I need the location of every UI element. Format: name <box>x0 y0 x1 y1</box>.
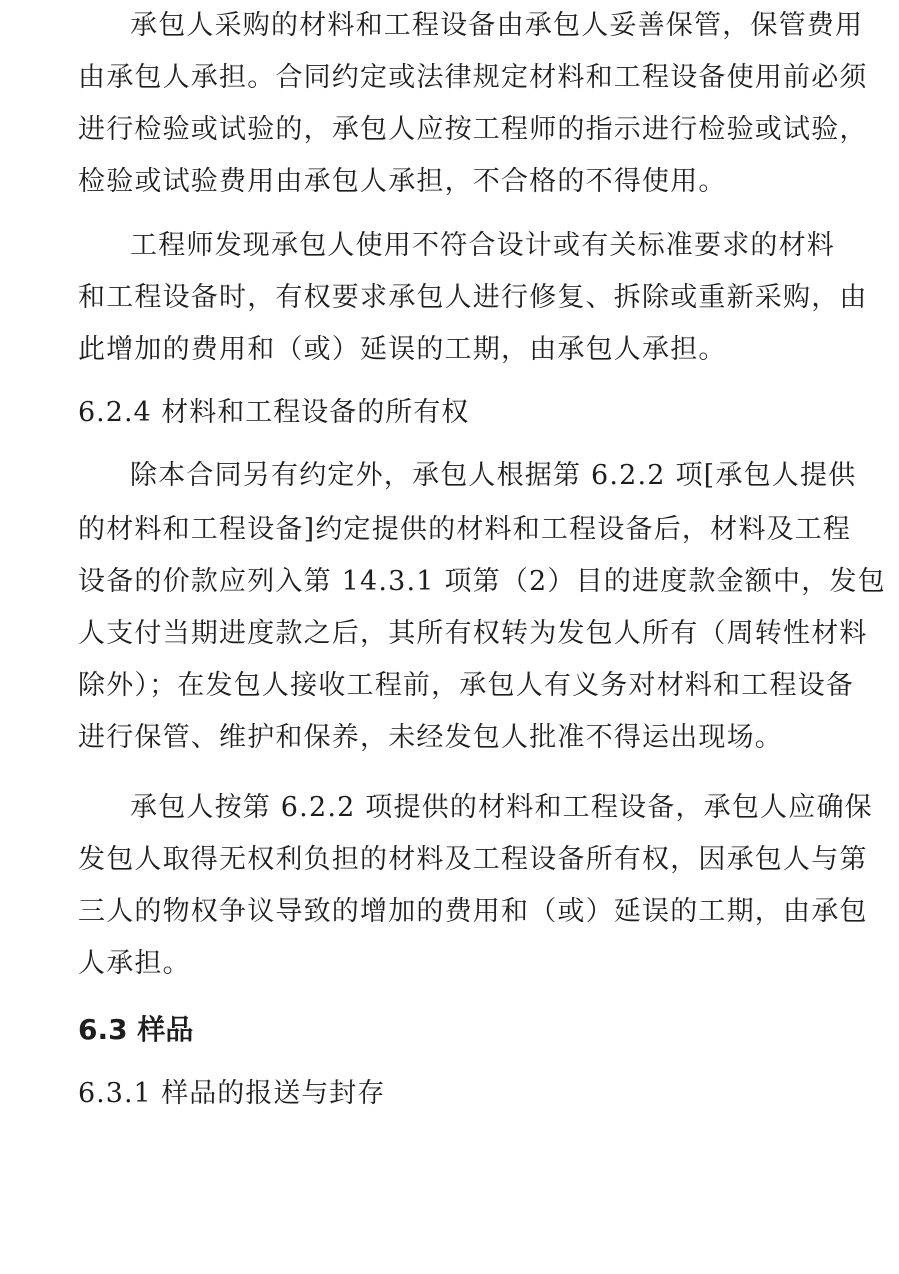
paragraph-3-line-3: 设备的价款应列入第 14.3.1 项第（2）目的进度款金额中，发包 <box>78 566 886 597</box>
paragraph-3-line-6: 进行保管、维护和保养，未经发包人批准不得运出现场。 <box>78 722 783 753</box>
paragraph-1-line-2: 由承包人承担。合同约定或法律规定材料和工程设备使用前必须 <box>78 62 868 93</box>
section-heading-6-2-4: 6.2.4 材料和工程设备的所有权 <box>78 397 470 428</box>
paragraph-3-line-4: 人支付当期进度款之后，其所有权转为发包人所有（周转性材料 <box>78 618 868 649</box>
section-heading-6-3: 6.3 样品 <box>78 1013 194 1046</box>
paragraph-1-line-4: 检验或试验费用由承包人承担，不合格的不得使用。 <box>78 166 727 197</box>
paragraph-3-line-5: 除外）；在发包人接收工程前，承包人有义务对材料和工程设备 <box>78 670 855 701</box>
paragraph-2-line-2: 和工程设备时，有权要求承包人进行修复、拆除或重新采购，由 <box>78 282 868 313</box>
paragraph-3-line-2: 的材料和工程设备]约定提供的材料和工程设备后，材料及工程 <box>78 514 852 545</box>
paragraph-2-line-1: 工程师发现承包人使用不符合设计或有关标准要求的材料 <box>130 230 835 261</box>
paragraph-4-line-2: 发包人取得无权利负担的材料及工程设备所有权，因承包人与第 <box>78 844 868 875</box>
section-heading-6-3-1: 6.3.1 样品的报送与封存 <box>78 1078 386 1109</box>
paragraph-4-line-4: 人承担。 <box>78 948 191 979</box>
paragraph-1-line-3: 进行检验或试验的，承包人应按工程师的指示进行检验或试验， <box>78 114 868 145</box>
paragraph-4-line-1: 承包人按第 6.2.2 项提供的材料和工程设备，承包人应确保 <box>130 792 873 823</box>
paragraph-2-line-3: 此增加的费用和（或）延误的工期，由承包人承担。 <box>78 334 727 365</box>
paragraph-1-line-1: 承包人采购的材料和工程设备由承包人妥善保管，保管费用 <box>130 10 864 41</box>
paragraph-3-line-1: 除本合同另有约定外，承包人根据第 6.2.2 项[承包人提供 <box>130 460 857 491</box>
paragraph-4-line-3: 三人的物权争议导致的增加的费用和（或）延误的工期，由承包 <box>78 896 868 927</box>
